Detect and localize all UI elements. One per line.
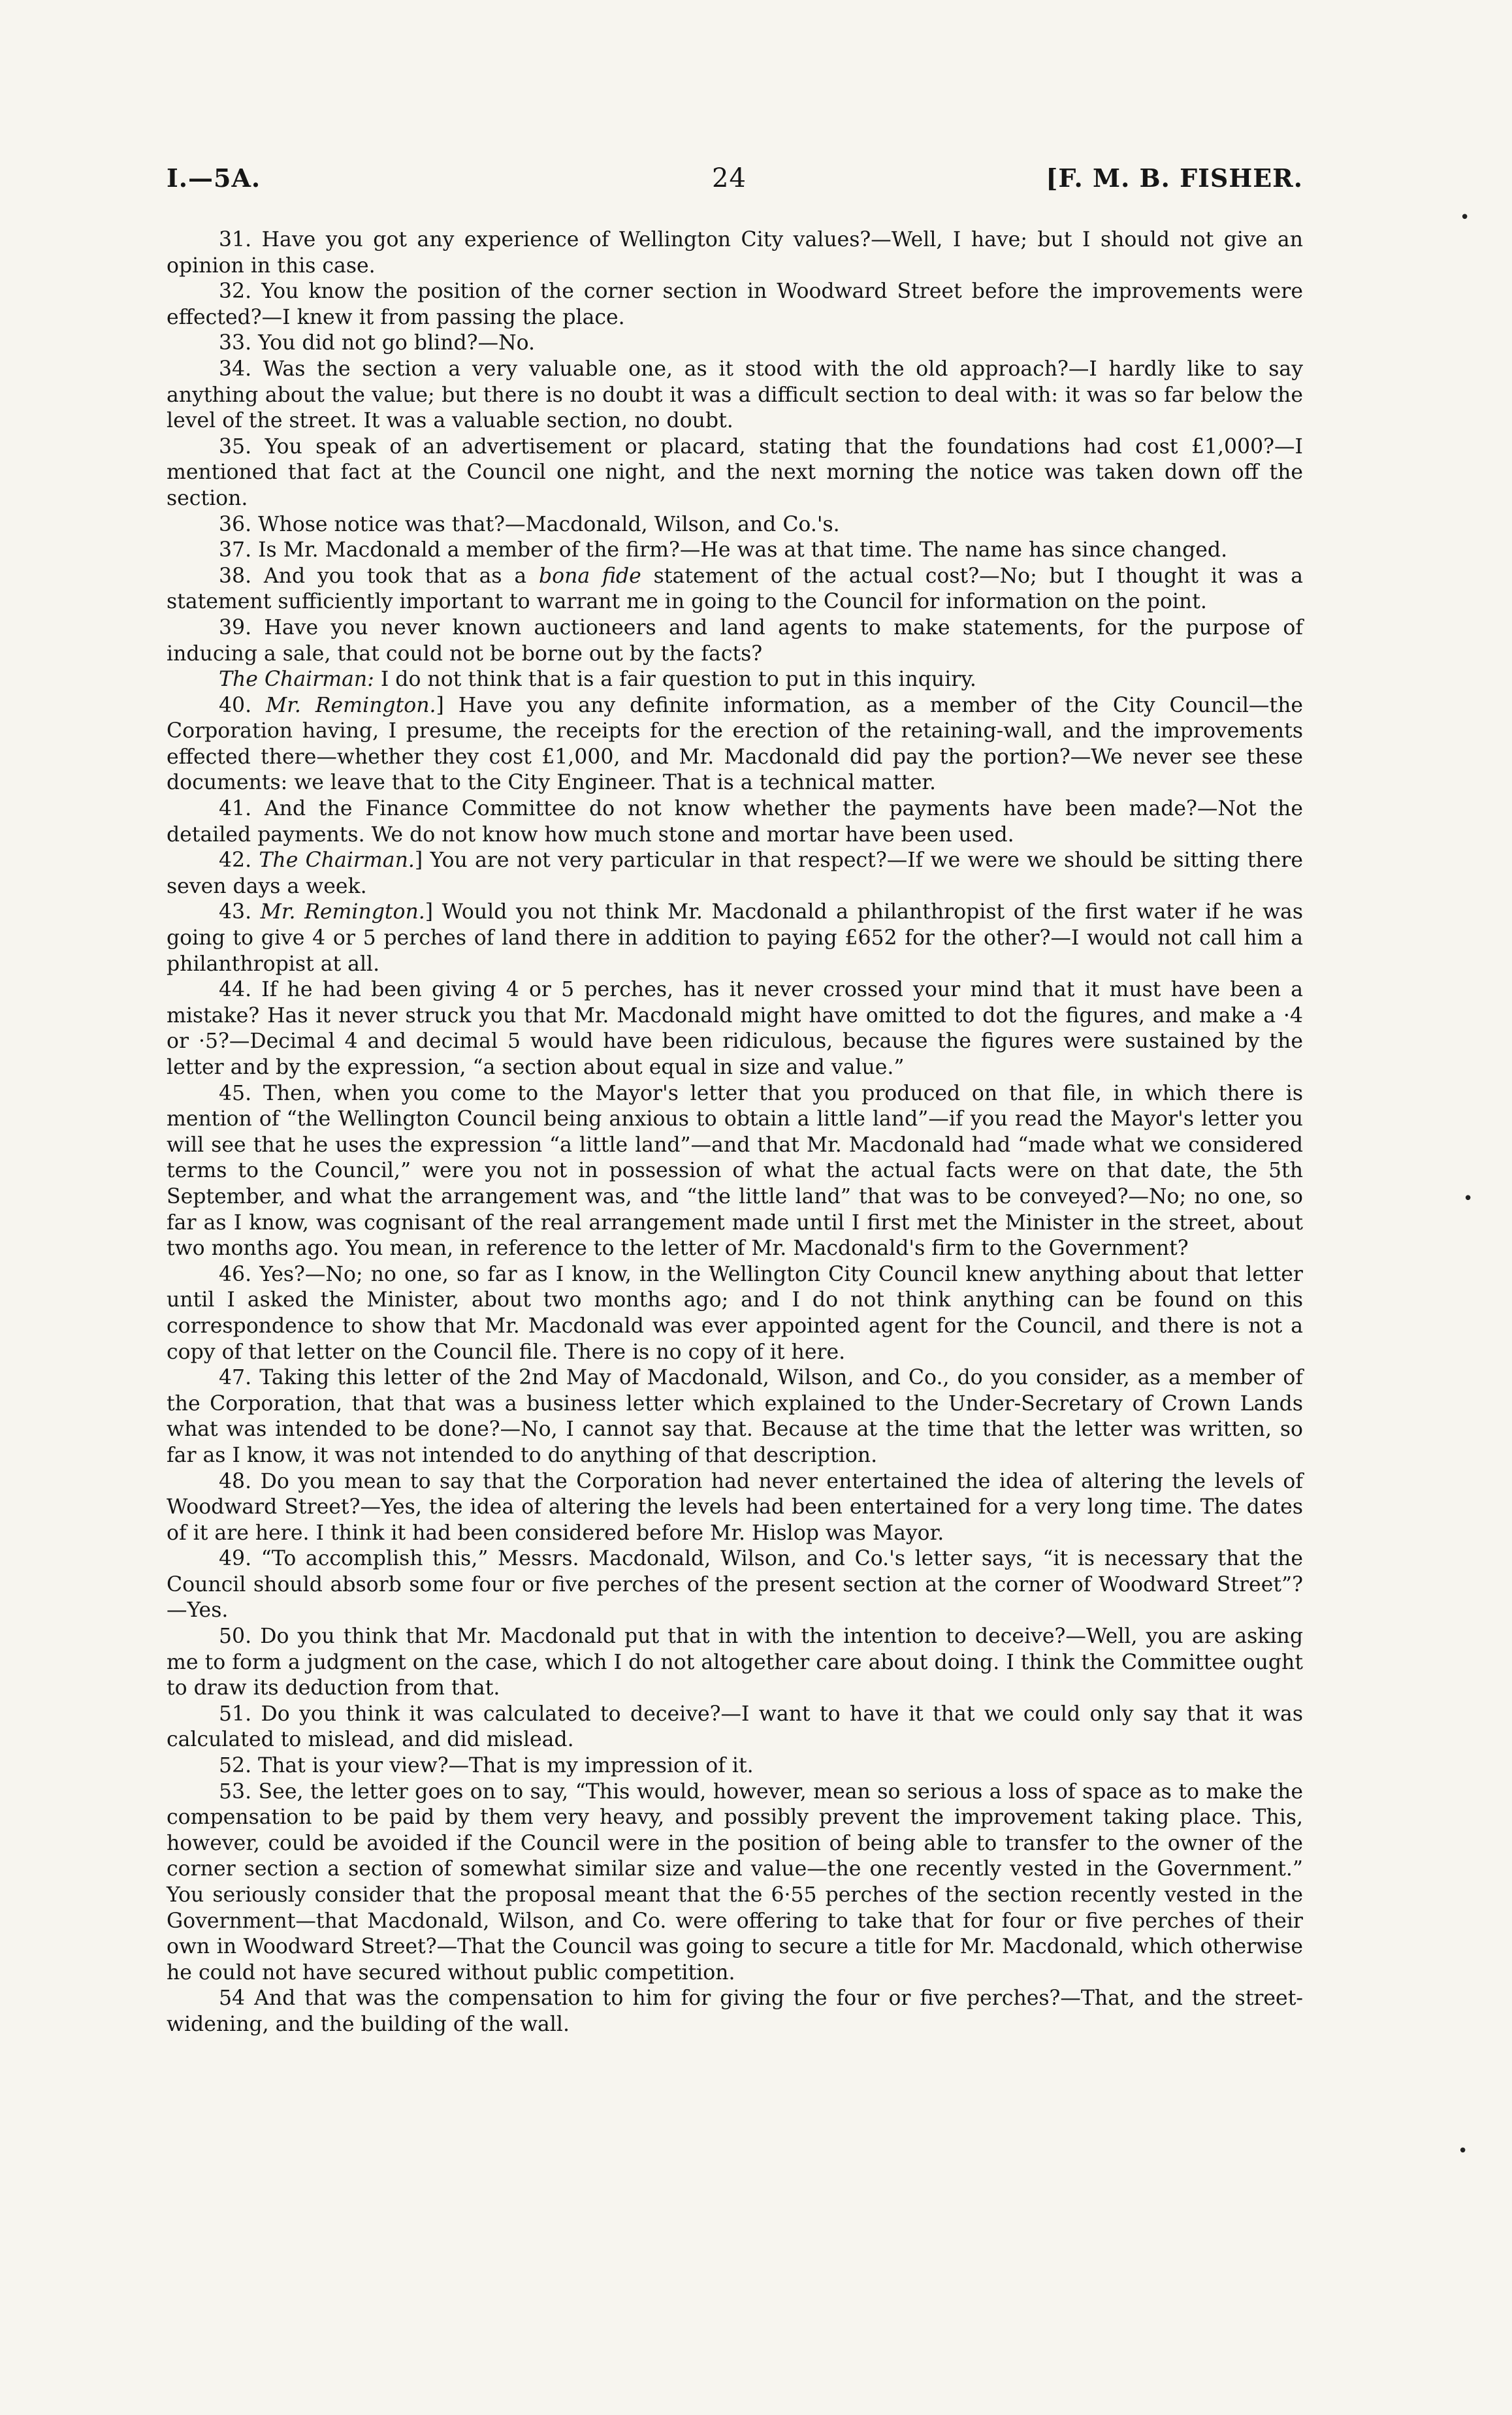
question-answer-paragraph xyxy=(167,1779,1303,1986)
margin-mark: • xyxy=(1460,208,1470,227)
question-answer-paragraph xyxy=(167,615,1303,667)
paragraph-text: 35. You speak of an advertisement or placard, stating that the foundations had cost £1,000?—I mentioned that fact at the Council one night, and the next morning the notice was taken down off the section. xyxy=(167,434,1303,510)
paragraph-speaker: bona fide xyxy=(538,564,641,588)
question-answer-paragraph xyxy=(167,1262,1303,1365)
paragraph-text: I do not think that is a fair question to put in this inquiry. xyxy=(374,668,976,692)
paragraph-text: 44. If he had been giving 4 or 5 perches, has it never crossed your mind that it must have been a mistake? Has it never struck you that Mr. Macdonald might have omitted to dot the figures, and make a ·4 or ·5?—Decimal 4 and decimal 5 would have been ridiculous, because the figures were sustained by the letter and by the expression, “a section about equal in size and value.” xyxy=(167,978,1303,1079)
paragraph-speaker: The Chairman: xyxy=(219,668,374,692)
paragraph-speaker: Mr. Remington. xyxy=(266,693,436,717)
page-number: 24 xyxy=(712,163,747,193)
margin-mark: • xyxy=(1458,2141,1468,2161)
paragraph-text: 31. Have you got any experience of Wellington City values?—Well, I have; but I should not give an opinion in this case. xyxy=(167,228,1303,278)
paragraph-text: 54 And that was the compensation to him for giving the four or five perches?—That, and the street-widening, and the building of the wall. xyxy=(167,1986,1303,2036)
question-answer-paragraph xyxy=(167,434,1303,512)
paragraph-text: 32. You know the position of the corner section in Woodward Street before the improvements were effected?—I knew it from passing the place. xyxy=(167,280,1303,329)
paragraph-text: 46. Yes?—No; no one, so far as I know, in the Wellington City Council knew anything about that letter until I asked the Minister, about two months ago; and I do not think anything can be found on this correspondence to show that Mr. Macdonald was ever appointed agent for the Council, and there is not a copy of that letter on the Council file. There is no copy of it here. xyxy=(167,1262,1303,1364)
paragraph-lead: 40. xyxy=(219,693,266,717)
paragraph-text: ] Would you not think Mr. Macdonald a philanthropist of the first water if he was going to give 4 or 5 perches of land there in addition to paying £652 for the other?—I would not call him a philanthropist at all. xyxy=(167,900,1303,976)
margin-mark: • xyxy=(1463,1189,1473,1208)
question-answer-paragraph xyxy=(167,848,1303,900)
question-answer-paragraph xyxy=(167,279,1303,331)
paragraph-text: 52. That is your view?—That is my impression of it. xyxy=(219,1754,754,1778)
paragraph-text: statement of the actual cost?—No; but I thought it was a statement sufficiently important to warrant me in going to the Council for information on the point. xyxy=(167,564,1303,614)
paragraph-text: ] You are not very particular in that respect?—If we were we should be sitting there seven days a week. xyxy=(167,849,1303,898)
running-head xyxy=(167,163,1303,203)
question-answer-paragraph xyxy=(167,564,1303,615)
paragraph-text: 36. Whose notice was that?—Macdonald, Wilson, and Co.'s. xyxy=(219,512,840,536)
question-answer-paragraph xyxy=(167,1469,1303,1547)
paper-reference: I.—5A. xyxy=(167,163,261,193)
question-answer-paragraph xyxy=(167,1081,1303,1262)
question-answer-paragraph xyxy=(167,900,1303,977)
paragraph-text: 37. Is Mr. Macdonald a member of the firm?—He was at that time. The name has since changed. xyxy=(219,538,1228,562)
question-answer-paragraph xyxy=(167,227,1303,279)
question-answer-paragraph xyxy=(167,796,1303,848)
question-answer-paragraph xyxy=(167,667,1303,693)
paragraph-text: 39. Have you never known auctioneers and land agents to make statements, for the purpose of inducing a sale, that could not be borne out by the facts? xyxy=(167,615,1303,666)
paragraph-text: 53. See, the letter goes on to say, “This would, however, mean so serious a loss of space as to make the compensation to be paid by them very heavy, and possibly prevent the improvement taking place. This, however, could be avoided if the Council were in the position of being able to transfer to the owner of the corner section a section of somewhat similar size and value—the one recently vested in the Government.” You seriously consider that the proposal meant that the 6·55 perches of the section recently vested in the Government—that Macdonald, Wilson, and Co. were offering to take that for four or five perches of their own in Woodward Street?—That the Council was going to secure a title for Mr. Macdonald, which otherwise he could not have secured without public competition. xyxy=(167,1779,1303,1985)
document-page xyxy=(167,163,1303,2038)
question-answer-paragraph xyxy=(167,977,1303,1080)
question-answer-paragraph xyxy=(167,1624,1303,1702)
paragraph-text: 41. And the Finance Committee do not know whether the payments have been made?—Not the detailed payments. We do not know how much stone and mortar have been used. xyxy=(167,797,1303,847)
question-answer-paragraph xyxy=(167,1702,1303,1753)
paragraph-lead: 42. xyxy=(219,849,259,873)
question-answer-paragraph xyxy=(167,357,1303,434)
paragraph-text: 47. Taking this letter of the 2nd May of Macdonald, Wilson, and Co., do you consider, as a member of the Corporation, that that was a business letter which explained to the Under-Secretary of Crown Lands what was intended to be done?—No, I cannot say that. Because at the time that the letter was written, so far as I know, it was not intended to do anything of that description. xyxy=(167,1366,1303,1467)
question-answer-paragraph xyxy=(167,331,1303,357)
question-answer-paragraph xyxy=(167,1753,1303,1779)
paragraph-text: 45. Then, when you come to the Mayor's letter that you produced on that file, in which there is mention of “the Wellington Council being anxious to obtain a little land”—if you read the Mayor's letter you will see that he uses the expression “a little land”—and that Mr. Macdonald had “made what we considered terms to the Council,” were you not in possession of what the actual facts were on that date, the 5th September, and what the arrangement was, and “the little land” that was to be conveyed?—No; no one, so far as I know, was cognisant of the real arrangement made until I first met the Minister in the street, about two months ago. You mean, in reference to the letter of Mr. Macdonald's firm to the Government? xyxy=(167,1081,1303,1261)
paragraph-text: 51. Do you think it was calculated to deceive?—I want to have it that we could only say that it was calculated to mislead, and did mislead. xyxy=(167,1702,1303,1752)
paragraph-speaker: The Chairman. xyxy=(259,849,415,873)
paragraph-speaker: Mr. Remington. xyxy=(260,900,425,924)
paragraph-lead: 43. xyxy=(219,900,261,924)
question-answer-paragraph xyxy=(167,512,1303,538)
paragraph-text: 49. “To accomplish this,” Messrs. Macdonald, Wilson, and Co.'s letter says, “it is necessary that the Council should absorb some four or five perches of the present section at the corner of Woodward Street”?—Yes. xyxy=(167,1547,1303,1623)
paragraph-text: 50. Do you think that Mr. Macdonald put that in with the intention to deceive?—Well, you are asking me to form a judgment on the case, which I do not altogether care about doing. I think the Committee ought to draw its deduction from that. xyxy=(167,1625,1303,1700)
question-answer-paragraph xyxy=(167,1546,1303,1624)
paragraph-lead: 38. And you took that as a xyxy=(219,564,539,588)
evidence-transcript xyxy=(167,227,1303,2038)
question-answer-paragraph xyxy=(167,1365,1303,1468)
paragraph-text: 33. You did not go blind?—No. xyxy=(219,331,536,355)
question-answer-paragraph xyxy=(167,1986,1303,2037)
paragraph-text: 48. Do you mean to say that the Corporation had never entertained the idea of altering the levels of Woodward Street?—Yes, the idea of altering the levels had been entertained for a very long time. The dates of it are here. I think it had been considered before Mr. Hislop was Mayor. xyxy=(167,1469,1303,1545)
paragraph-text: ] Have you any definite information, as a member of the City Council—the Corporation having, I presume, the receipts for the erection of the retaining-wall, and the improvements effected there—whether they cost £1,000, and Mr. Macdonald did pay the portion?—We never see these documents: we leave that to the City Engineer. That is a technical matter. xyxy=(167,693,1303,795)
witness-name: [F. M. B. FISHER. xyxy=(1046,163,1303,193)
question-answer-paragraph xyxy=(167,693,1303,796)
paragraph-text: 34. Was the section a very valuable one, as it stood with the old approach?—I hardly like to say anything about the value; but there is no doubt it was a difficult section to deal with: it was so far below the level of the street. It was a valuable section, no doubt. xyxy=(167,357,1303,433)
question-answer-paragraph xyxy=(167,538,1303,564)
